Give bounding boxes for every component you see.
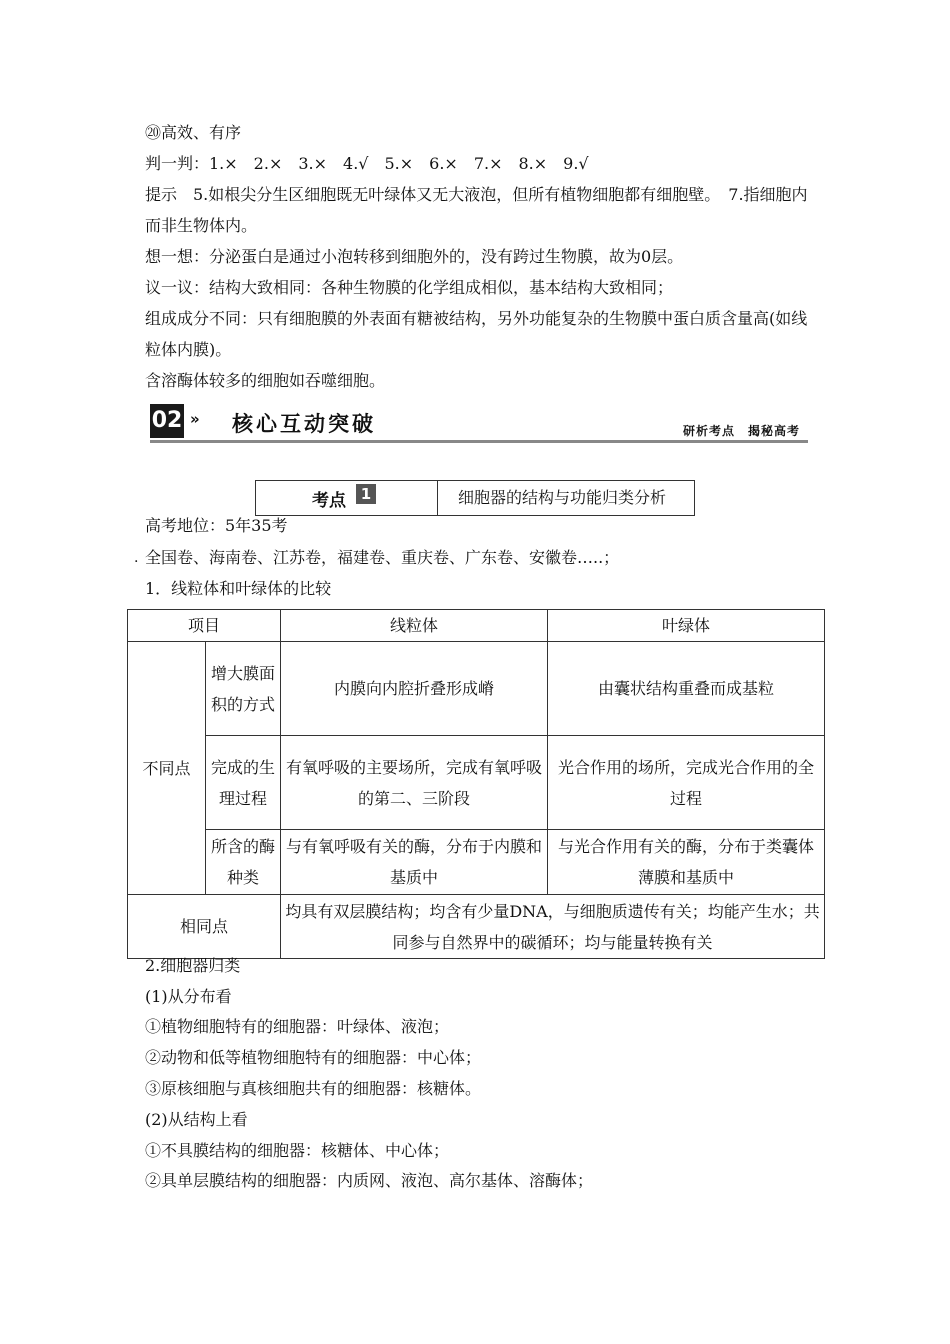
list-item: ②动物和低等植物细胞特有的细胞器：中心体； [145,1048,482,1067]
classify-subtitle-1: (1)从分布看 [145,987,232,1006]
chevron-right-icon: » [190,410,200,428]
hint-text: 提示 5.如根尖分生区细胞既无叶绿体又无大液泡，但所有植物细胞都有细胞壁。 7.指细胞内而非生物体内。 [145,185,808,235]
table-title: 1．线粒体和叶绿体的比较 [145,579,332,598]
row-label: 所含的酶种类 [206,830,281,895]
cell-chloroplast: 光合作用的场所，完成光合作用的全过程 [548,736,825,830]
exam-list: 全国卷、海南卷、江苏卷，福建卷、重庆卷、广东卷、安徽卷…..； [145,548,620,567]
section-subtitle: 研析考点 揭秘高考 [682,424,800,438]
list-item: ①不具膜结构的细胞器：核糖体、中心体； [145,1141,450,1160]
cell-mitochondria: 与有氧呼吸有关的酶，分布于内膜和基质中 [281,830,548,895]
lysosome-text: 含溶酶体较多的细胞如吞噬细胞。 [145,371,386,390]
section-rule [150,440,808,443]
topic-label-cell [256,481,438,515]
classify-title: 2.细胞器归类 [145,956,241,975]
list-item: ③原核细胞与真核细胞共有的细胞器：核糖体。 [145,1079,482,1098]
cell-mitochondria: 有氧呼吸的主要场所，完成有氧呼吸的第二、三阶段 [281,736,548,830]
topic-label: 考点 [312,491,346,511]
table-header-row [128,610,825,642]
section-banner [150,402,808,444]
diff-label: 不同点 [128,642,206,895]
comparison-table [127,609,825,959]
topic-title: 细胞器的结构与功能归类分析 [458,488,667,507]
header-chloroplast: 叶绿体 [548,610,825,642]
table-row [128,895,825,959]
list-item: ②具单层膜结构的细胞器：内质网、液泡、高尔基体、溶酶体； [145,1171,594,1190]
row-label: 增大膜面积的方式 [206,642,281,736]
topic-number-badge: 1 [356,484,376,504]
table-row [128,736,825,830]
same-text: 均具有双层膜结构；均含有少量DNA，与细胞质遗传有关；均能产生水；共同参与自然界中的碳循环；均与能量转换有关 [281,895,825,959]
header-mitochondria: 线粒体 [281,610,548,642]
table-row [128,642,825,736]
section-number: 02 [150,404,184,438]
table-row [128,830,825,895]
section-title: 核心互动突破 [232,412,376,436]
exam-status: 高考地位：5年35考 [145,516,288,535]
judge-answers: 判一判：1.× 2.× 3.× 4.√ 5.× 6.× 7.× 8.× 9.√ [145,154,589,173]
row-label: 完成的生理过程 [206,736,281,830]
composition-text: 组成成分不同：只有细胞膜的外表面有糖被结构，另外功能复杂的生物膜中蛋白质含量高(如线粒体内膜)。 [145,309,808,359]
header-item: 项目 [128,610,281,642]
same-label: 相同点 [128,895,281,959]
classify-subtitle-2: (2)从结构上看 [145,1110,248,1129]
discuss-text: 议一议：结构大致相同：各种生物膜的化学组成相似，基本结构大致相同； [145,278,674,297]
think-text: 想一想：分泌蛋白是通过小泡转移到细胞外的，没有跨过生物膜，故为0层。 [145,247,684,266]
cell-chloroplast: 由囊状结构重叠而成基粒 [548,642,825,736]
topic-box [255,480,695,516]
stray-dot: . [134,550,139,566]
cell-mitochondria: 内膜向内腔折叠形成嵴 [281,642,548,736]
list-item: ①植物细胞特有的细胞器：叶绿体、液泡； [145,1017,450,1036]
answer-line-20: ⑳高效、有序 [145,123,242,142]
cell-chloroplast: 与光合作用有关的酶，分布于类囊体薄膜和基质中 [548,830,825,895]
